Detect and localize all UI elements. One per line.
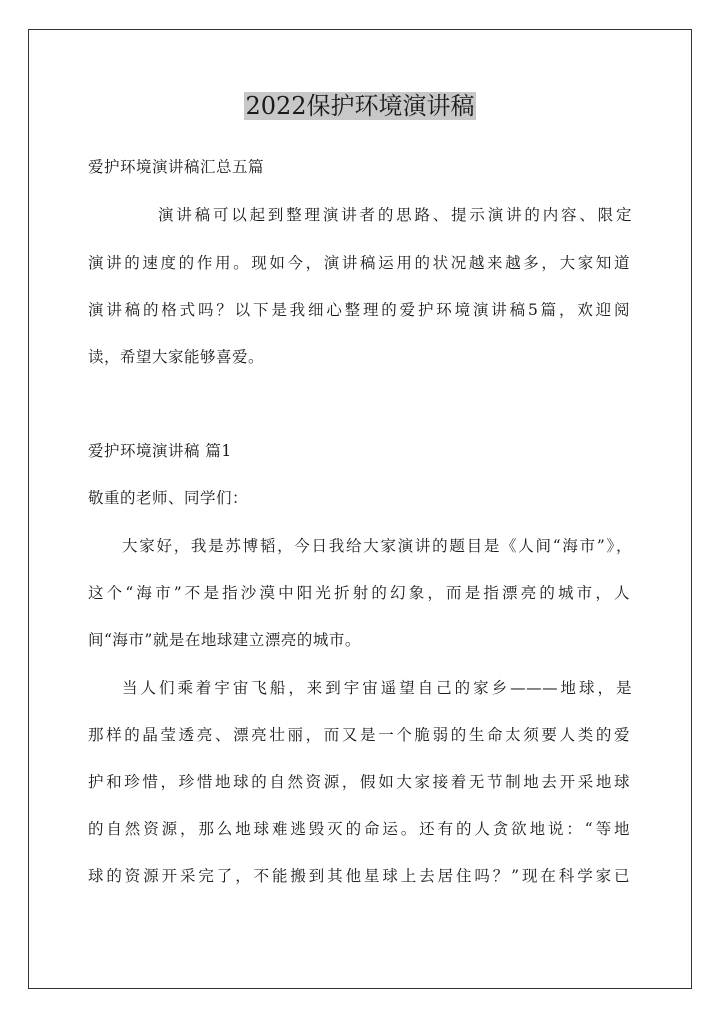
para1-line-3: 间“海市”就是在地球建立漂亮的城市。	[88, 631, 361, 649]
section-heading: 爱护环境演讲稿 篇1	[88, 442, 232, 460]
para1-line-1: 大家好，我是苏博韬，今日我给大家演讲的题目是《人间“海市”》，	[122, 537, 632, 555]
document-title	[0, 88, 720, 124]
intro-line-1: 演讲稿可以起到整理演讲者的思路、提示演讲的内容、限定	[158, 206, 632, 224]
para2-line-5: 球的资源开采完了，不能搬到其他星球上去居住吗？”现在科学家已	[88, 867, 630, 885]
para1-line-2: 这个“海市”不是指沙漠中阳光折射的幻象，而是指漂亮的城市，人	[88, 584, 630, 602]
salutation: 敬重的老师、同学们：	[88, 489, 249, 507]
intro-line-2: 演讲的速度的作用。现如今，演讲稿运用的状况越来越多，大家知道	[88, 254, 630, 272]
document-subtitle: 爱护环境演讲稿汇总五篇	[88, 158, 265, 176]
para2-line-3: 护和珍惜，珍惜地球的自然资源，假如大家接着无节制地去开采地球	[88, 773, 630, 791]
intro-line-3: 演讲稿的格式吗？以下是我细心整理的爱护环境演讲稿5篇，欢迎阅	[88, 301, 630, 319]
intro-line-4: 读，希望大家能够喜爱。	[88, 348, 265, 366]
para2-line-4: 的自然资源，那么地球难逃毁灭的命运。还有的人贪欲地说：“等地	[88, 820, 630, 838]
para2-line-1: 当人们乘着宇宙飞船，来到宇宙遥望自己的家乡———地球，是	[122, 679, 632, 697]
para2-line-2: 那样的晶莹透亮、漂亮壮丽，而又是一个脆弱的生命太须要人类的爱	[88, 726, 630, 744]
document-title-text: 2022保护环境演讲稿	[245, 92, 475, 120]
